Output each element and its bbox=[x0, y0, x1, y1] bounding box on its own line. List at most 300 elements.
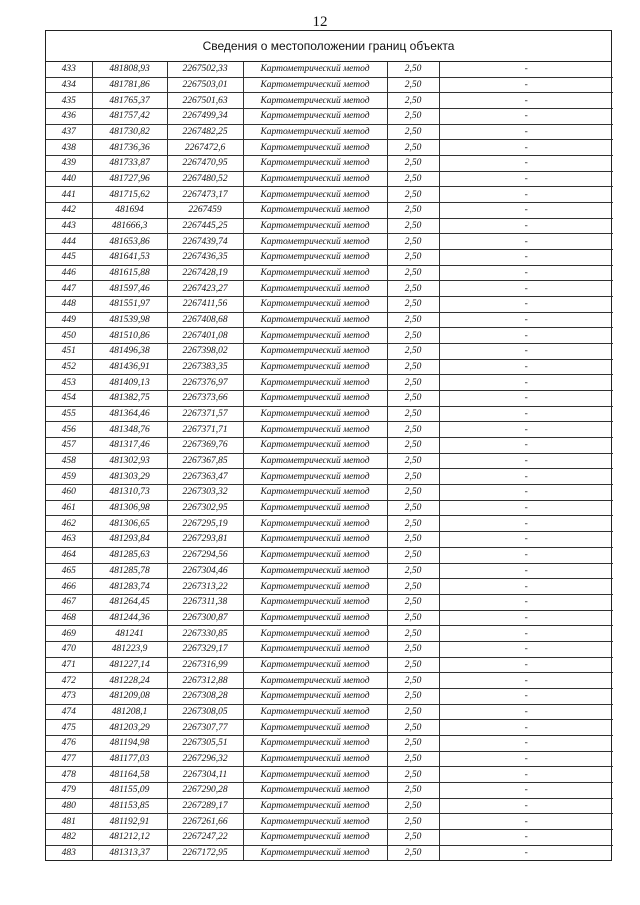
table-row bbox=[46, 814, 613, 830]
x-coordinate-cell: 481209,08 bbox=[92, 688, 167, 704]
point-number-cell: 463 bbox=[46, 532, 92, 548]
point-number-cell: 467 bbox=[46, 594, 92, 610]
y-coordinate-cell: 2267294,56 bbox=[167, 547, 243, 563]
point-number-cell: 444 bbox=[46, 234, 92, 250]
y-coordinate-cell: 2267247,22 bbox=[167, 829, 243, 845]
point-number-cell: 481 bbox=[46, 814, 92, 830]
x-coordinate-cell: 481208,1 bbox=[92, 704, 167, 720]
description-cell: - bbox=[439, 265, 613, 281]
table-row bbox=[46, 312, 613, 328]
table-row bbox=[46, 532, 613, 548]
x-coordinate-cell: 481194,98 bbox=[92, 735, 167, 751]
accuracy-cell: 2,50 bbox=[387, 704, 439, 720]
method-cell: Картометрический метод bbox=[243, 563, 387, 579]
description-cell: - bbox=[439, 250, 613, 266]
method-cell: Картометрический метод bbox=[243, 203, 387, 219]
method-cell: Картометрический метод bbox=[243, 657, 387, 673]
description-cell: - bbox=[439, 814, 613, 830]
table-row bbox=[46, 250, 613, 266]
y-coordinate-cell: 2267398,02 bbox=[167, 344, 243, 360]
accuracy-cell: 2,50 bbox=[387, 406, 439, 422]
table-row bbox=[46, 156, 613, 172]
table-row bbox=[46, 469, 613, 485]
page-number: 12 bbox=[312, 14, 328, 30]
point-number-cell: 460 bbox=[46, 485, 92, 501]
table-row bbox=[46, 109, 613, 125]
y-coordinate-cell: 2267289,17 bbox=[167, 798, 243, 814]
description-cell: - bbox=[439, 782, 613, 798]
description-cell: - bbox=[439, 547, 613, 563]
x-coordinate-cell: 481641,53 bbox=[92, 250, 167, 266]
y-coordinate-cell: 2267383,35 bbox=[167, 359, 243, 375]
point-number-cell: 439 bbox=[46, 156, 92, 172]
accuracy-cell: 2,50 bbox=[387, 500, 439, 516]
point-number-cell: 437 bbox=[46, 124, 92, 140]
y-coordinate-cell: 2267502,33 bbox=[167, 62, 243, 77]
method-cell: Картометрический метод bbox=[243, 720, 387, 736]
description-cell: - bbox=[439, 516, 613, 532]
x-coordinate-cell: 481736,36 bbox=[92, 140, 167, 156]
point-number-cell: 478 bbox=[46, 767, 92, 783]
accuracy-cell: 2,50 bbox=[387, 626, 439, 642]
accuracy-cell: 2,50 bbox=[387, 312, 439, 328]
table-row bbox=[46, 406, 613, 422]
description-cell: - bbox=[439, 281, 613, 297]
method-cell: Картометрический метод bbox=[243, 735, 387, 751]
y-coordinate-cell: 2267316,99 bbox=[167, 657, 243, 673]
y-coordinate-cell: 2267295,19 bbox=[167, 516, 243, 532]
description-cell: - bbox=[439, 344, 613, 360]
point-number-cell: 445 bbox=[46, 250, 92, 266]
point-number-cell: 470 bbox=[46, 641, 92, 657]
accuracy-cell: 2,50 bbox=[387, 187, 439, 203]
point-number-cell: 476 bbox=[46, 735, 92, 751]
description-cell: - bbox=[439, 438, 613, 454]
table-row bbox=[46, 798, 613, 814]
accuracy-cell: 2,50 bbox=[387, 265, 439, 281]
description-cell: - bbox=[439, 203, 613, 219]
y-coordinate-cell: 2267439,74 bbox=[167, 234, 243, 250]
x-coordinate-cell: 481496,38 bbox=[92, 344, 167, 360]
y-coordinate-cell: 2267401,08 bbox=[167, 328, 243, 344]
description-cell: - bbox=[439, 77, 613, 93]
table-row bbox=[46, 626, 613, 642]
table-row bbox=[46, 751, 613, 767]
description-cell: - bbox=[439, 391, 613, 407]
table-row bbox=[46, 359, 613, 375]
method-cell: Картометрический метод bbox=[243, 140, 387, 156]
description-cell: - bbox=[439, 453, 613, 469]
point-number-cell: 477 bbox=[46, 751, 92, 767]
point-number-cell: 454 bbox=[46, 391, 92, 407]
description-cell: - bbox=[439, 720, 613, 736]
x-coordinate-cell: 481653,86 bbox=[92, 234, 167, 250]
x-coordinate-cell: 481223,9 bbox=[92, 641, 167, 657]
y-coordinate-cell: 2267482,25 bbox=[167, 124, 243, 140]
table-row bbox=[46, 500, 613, 516]
x-coordinate-cell: 481244,36 bbox=[92, 610, 167, 626]
point-number-cell: 461 bbox=[46, 500, 92, 516]
accuracy-cell: 2,50 bbox=[387, 140, 439, 156]
y-coordinate-cell: 2267172,95 bbox=[167, 845, 243, 860]
description-cell: - bbox=[439, 626, 613, 642]
description-cell: - bbox=[439, 532, 613, 548]
point-number-cell: 459 bbox=[46, 469, 92, 485]
y-coordinate-cell: 2267308,05 bbox=[167, 704, 243, 720]
y-coordinate-cell: 2267313,22 bbox=[167, 579, 243, 595]
x-coordinate-cell: 481694 bbox=[92, 203, 167, 219]
method-cell: Картометрический метод bbox=[243, 579, 387, 595]
accuracy-cell: 2,50 bbox=[387, 829, 439, 845]
accuracy-cell: 2,50 bbox=[387, 391, 439, 407]
description-cell: - bbox=[439, 829, 613, 845]
y-coordinate-cell: 2267369,76 bbox=[167, 438, 243, 454]
point-number-cell: 450 bbox=[46, 328, 92, 344]
method-cell: Картометрический метод bbox=[243, 281, 387, 297]
x-coordinate-cell: 481306,65 bbox=[92, 516, 167, 532]
table-row bbox=[46, 547, 613, 563]
description-cell: - bbox=[439, 422, 613, 438]
accuracy-cell: 2,50 bbox=[387, 547, 439, 563]
y-coordinate-cell: 2267428,19 bbox=[167, 265, 243, 281]
method-cell: Картометрический метод bbox=[243, 751, 387, 767]
y-coordinate-cell: 2267302,95 bbox=[167, 500, 243, 516]
method-cell: Картометрический метод bbox=[243, 391, 387, 407]
point-number-cell: 455 bbox=[46, 406, 92, 422]
method-cell: Картометрический метод bbox=[243, 438, 387, 454]
method-cell: Картометрический метод bbox=[243, 469, 387, 485]
accuracy-cell: 2,50 bbox=[387, 93, 439, 109]
description-cell: - bbox=[439, 93, 613, 109]
accuracy-cell: 2,50 bbox=[387, 516, 439, 532]
method-cell: Картометрический метод bbox=[243, 218, 387, 234]
description-cell: - bbox=[439, 359, 613, 375]
x-coordinate-cell: 481306,98 bbox=[92, 500, 167, 516]
accuracy-cell: 2,50 bbox=[387, 77, 439, 93]
accuracy-cell: 2,50 bbox=[387, 782, 439, 798]
y-coordinate-cell: 2267373,66 bbox=[167, 391, 243, 407]
y-coordinate-cell: 2267296,32 bbox=[167, 751, 243, 767]
table-row bbox=[46, 422, 613, 438]
x-coordinate-cell: 481436,91 bbox=[92, 359, 167, 375]
method-cell: Картометрический метод bbox=[243, 688, 387, 704]
method-cell: Картометрический метод bbox=[243, 312, 387, 328]
y-coordinate-cell: 2267371,57 bbox=[167, 406, 243, 422]
x-coordinate-cell: 481227,14 bbox=[92, 657, 167, 673]
description-cell: - bbox=[439, 751, 613, 767]
x-coordinate-cell: 481727,96 bbox=[92, 171, 167, 187]
y-coordinate-cell: 2267480,52 bbox=[167, 171, 243, 187]
y-coordinate-cell: 2267408,68 bbox=[167, 312, 243, 328]
y-coordinate-cell: 2267261,66 bbox=[167, 814, 243, 830]
x-coordinate-cell: 481153,85 bbox=[92, 798, 167, 814]
method-cell: Картометрический метод bbox=[243, 704, 387, 720]
x-coordinate-cell: 481510,86 bbox=[92, 328, 167, 344]
method-cell: Картометрический метод bbox=[243, 594, 387, 610]
description-cell: - bbox=[439, 156, 613, 172]
x-coordinate-cell: 481241 bbox=[92, 626, 167, 642]
description-cell: - bbox=[439, 657, 613, 673]
accuracy-cell: 2,50 bbox=[387, 485, 439, 501]
x-coordinate-cell: 481730,82 bbox=[92, 124, 167, 140]
point-number-cell: 452 bbox=[46, 359, 92, 375]
table-row bbox=[46, 265, 613, 281]
x-coordinate-cell: 481808,93 bbox=[92, 62, 167, 77]
y-coordinate-cell: 2267503,01 bbox=[167, 77, 243, 93]
point-number-cell: 440 bbox=[46, 171, 92, 187]
method-cell: Картометрический метод bbox=[243, 265, 387, 281]
x-coordinate-cell: 481666,3 bbox=[92, 218, 167, 234]
table-row bbox=[46, 375, 613, 391]
point-number-cell: 469 bbox=[46, 626, 92, 642]
accuracy-cell: 2,50 bbox=[387, 62, 439, 77]
table-row bbox=[46, 594, 613, 610]
method-cell: Картометрический метод bbox=[243, 532, 387, 548]
point-number-cell: 474 bbox=[46, 704, 92, 720]
accuracy-cell: 2,50 bbox=[387, 579, 439, 595]
table-row bbox=[46, 124, 613, 140]
point-number-cell: 468 bbox=[46, 610, 92, 626]
accuracy-cell: 2,50 bbox=[387, 124, 439, 140]
accuracy-cell: 2,50 bbox=[387, 673, 439, 689]
y-coordinate-cell: 2267303,32 bbox=[167, 485, 243, 501]
accuracy-cell: 2,50 bbox=[387, 751, 439, 767]
description-cell: - bbox=[439, 62, 613, 77]
description-cell: - bbox=[439, 140, 613, 156]
description-cell: - bbox=[439, 798, 613, 814]
method-cell: Картометрический метод bbox=[243, 422, 387, 438]
y-coordinate-cell: 2267300,87 bbox=[167, 610, 243, 626]
y-coordinate-cell: 2267459 bbox=[167, 203, 243, 219]
x-coordinate-cell: 481293,84 bbox=[92, 532, 167, 548]
accuracy-cell: 2,50 bbox=[387, 610, 439, 626]
description-cell: - bbox=[439, 109, 613, 125]
y-coordinate-cell: 2267293,81 bbox=[167, 532, 243, 548]
x-coordinate-cell: 481733,87 bbox=[92, 156, 167, 172]
x-coordinate-cell: 481757,42 bbox=[92, 109, 167, 125]
accuracy-cell: 2,50 bbox=[387, 171, 439, 187]
y-coordinate-cell: 2267411,56 bbox=[167, 297, 243, 313]
y-coordinate-cell: 2267305,51 bbox=[167, 735, 243, 751]
description-cell: - bbox=[439, 312, 613, 328]
accuracy-cell: 2,50 bbox=[387, 469, 439, 485]
method-cell: Картометрический метод bbox=[243, 77, 387, 93]
point-number-cell: 436 bbox=[46, 109, 92, 125]
method-cell: Картометрический метод bbox=[243, 829, 387, 845]
method-cell: Картометрический метод bbox=[243, 782, 387, 798]
y-coordinate-cell: 2267367,85 bbox=[167, 453, 243, 469]
table-row bbox=[46, 657, 613, 673]
x-coordinate-cell: 481539,98 bbox=[92, 312, 167, 328]
accuracy-cell: 2,50 bbox=[387, 234, 439, 250]
table-row bbox=[46, 218, 613, 234]
accuracy-cell: 2,50 bbox=[387, 109, 439, 125]
table-row bbox=[46, 391, 613, 407]
method-cell: Картометрический метод bbox=[243, 547, 387, 563]
y-coordinate-cell: 2267371,71 bbox=[167, 422, 243, 438]
y-coordinate-cell: 2267501,63 bbox=[167, 93, 243, 109]
point-number-cell: 447 bbox=[46, 281, 92, 297]
accuracy-cell: 2,50 bbox=[387, 657, 439, 673]
point-number-cell: 479 bbox=[46, 782, 92, 798]
accuracy-cell: 2,50 bbox=[387, 203, 439, 219]
description-cell: - bbox=[439, 845, 613, 860]
x-coordinate-cell: 481192,91 bbox=[92, 814, 167, 830]
description-cell: - bbox=[439, 500, 613, 516]
method-cell: Картометрический метод bbox=[243, 814, 387, 830]
x-coordinate-cell: 481285,63 bbox=[92, 547, 167, 563]
y-coordinate-cell: 2267470,95 bbox=[167, 156, 243, 172]
y-coordinate-cell: 2267473,17 bbox=[167, 187, 243, 203]
table-row bbox=[46, 579, 613, 595]
point-number-cell: 456 bbox=[46, 422, 92, 438]
accuracy-cell: 2,50 bbox=[387, 344, 439, 360]
point-number-cell: 466 bbox=[46, 579, 92, 595]
y-coordinate-cell: 2267436,35 bbox=[167, 250, 243, 266]
table-row bbox=[46, 516, 613, 532]
x-coordinate-cell: 481228,24 bbox=[92, 673, 167, 689]
method-cell: Картометрический метод bbox=[243, 250, 387, 266]
method-cell: Картометрический метод bbox=[243, 626, 387, 642]
y-coordinate-cell: 2267330,85 bbox=[167, 626, 243, 642]
x-coordinate-cell: 481313,37 bbox=[92, 845, 167, 860]
x-coordinate-cell: 481382,75 bbox=[92, 391, 167, 407]
method-cell: Картометрический метод bbox=[243, 610, 387, 626]
x-coordinate-cell: 481715,62 bbox=[92, 187, 167, 203]
point-number-cell: 449 bbox=[46, 312, 92, 328]
description-cell: - bbox=[439, 171, 613, 187]
accuracy-cell: 2,50 bbox=[387, 453, 439, 469]
table-row bbox=[46, 610, 613, 626]
method-cell: Картометрический метод bbox=[243, 767, 387, 783]
x-coordinate-cell: 481348,76 bbox=[92, 422, 167, 438]
y-coordinate-cell: 2267290,28 bbox=[167, 782, 243, 798]
method-cell: Картометрический метод bbox=[243, 845, 387, 860]
method-cell: Картометрический метод bbox=[243, 359, 387, 375]
point-number-cell: 473 bbox=[46, 688, 92, 704]
accuracy-cell: 2,50 bbox=[387, 814, 439, 830]
description-cell: - bbox=[439, 641, 613, 657]
point-number-cell: 441 bbox=[46, 187, 92, 203]
table-row bbox=[46, 297, 613, 313]
point-number-cell: 435 bbox=[46, 93, 92, 109]
point-number-cell: 482 bbox=[46, 829, 92, 845]
x-coordinate-cell: 481203,29 bbox=[92, 720, 167, 736]
table-row bbox=[46, 673, 613, 689]
description-cell: - bbox=[439, 610, 613, 626]
method-cell: Картометрический метод bbox=[243, 516, 387, 532]
point-number-cell: 442 bbox=[46, 203, 92, 219]
table-row bbox=[46, 203, 613, 219]
table-row bbox=[46, 77, 613, 93]
accuracy-cell: 2,50 bbox=[387, 720, 439, 736]
accuracy-cell: 2,50 bbox=[387, 359, 439, 375]
description-cell: - bbox=[439, 234, 613, 250]
accuracy-cell: 2,50 bbox=[387, 250, 439, 266]
method-cell: Картометрический метод bbox=[243, 93, 387, 109]
x-coordinate-cell: 481264,45 bbox=[92, 594, 167, 610]
y-coordinate-cell: 2267472,6 bbox=[167, 140, 243, 156]
description-cell: - bbox=[439, 297, 613, 313]
point-number-cell: 434 bbox=[46, 77, 92, 93]
point-number-cell: 472 bbox=[46, 673, 92, 689]
table-row bbox=[46, 485, 613, 501]
method-cell: Картометрический метод bbox=[243, 375, 387, 391]
table-row bbox=[46, 62, 613, 77]
method-cell: Картометрический метод bbox=[243, 328, 387, 344]
y-coordinate-cell: 2267376,97 bbox=[167, 375, 243, 391]
y-coordinate-cell: 2267499,34 bbox=[167, 109, 243, 125]
point-number-cell: 453 bbox=[46, 375, 92, 391]
point-number-cell: 471 bbox=[46, 657, 92, 673]
description-cell: - bbox=[439, 688, 613, 704]
table-row bbox=[46, 641, 613, 657]
method-cell: Картометрический метод bbox=[243, 156, 387, 172]
table-row bbox=[46, 438, 613, 454]
method-cell: Картометрический метод bbox=[243, 124, 387, 140]
table-row bbox=[46, 829, 613, 845]
description-cell: - bbox=[439, 594, 613, 610]
table-row bbox=[46, 234, 613, 250]
method-cell: Картометрический метод bbox=[243, 485, 387, 501]
point-number-cell: 480 bbox=[46, 798, 92, 814]
table-row bbox=[46, 453, 613, 469]
accuracy-cell: 2,50 bbox=[387, 532, 439, 548]
method-cell: Картометрический метод bbox=[243, 187, 387, 203]
table-row bbox=[46, 563, 613, 579]
accuracy-cell: 2,50 bbox=[387, 328, 439, 344]
description-cell: - bbox=[439, 375, 613, 391]
description-cell: - bbox=[439, 485, 613, 501]
x-coordinate-cell: 481283,74 bbox=[92, 579, 167, 595]
accuracy-cell: 2,50 bbox=[387, 422, 439, 438]
x-coordinate-cell: 481212,12 bbox=[92, 829, 167, 845]
description-cell: - bbox=[439, 469, 613, 485]
y-coordinate-cell: 2267445,25 bbox=[167, 218, 243, 234]
table-row bbox=[46, 720, 613, 736]
y-coordinate-cell: 2267311,38 bbox=[167, 594, 243, 610]
method-cell: Картометрический метод bbox=[243, 234, 387, 250]
x-coordinate-cell: 481781,86 bbox=[92, 77, 167, 93]
accuracy-cell: 2,50 bbox=[387, 594, 439, 610]
accuracy-cell: 2,50 bbox=[387, 688, 439, 704]
x-coordinate-cell: 481177,03 bbox=[92, 751, 167, 767]
point-number-cell: 464 bbox=[46, 547, 92, 563]
point-number-cell: 451 bbox=[46, 344, 92, 360]
table-row bbox=[46, 688, 613, 704]
accuracy-cell: 2,50 bbox=[387, 281, 439, 297]
y-coordinate-cell: 2267308,28 bbox=[167, 688, 243, 704]
x-coordinate-cell: 481597,46 bbox=[92, 281, 167, 297]
accuracy-cell: 2,50 bbox=[387, 563, 439, 579]
method-cell: Картометрический метод bbox=[243, 109, 387, 125]
x-coordinate-cell: 481164,58 bbox=[92, 767, 167, 783]
accuracy-cell: 2,50 bbox=[387, 845, 439, 860]
point-number-cell: 446 bbox=[46, 265, 92, 281]
accuracy-cell: 2,50 bbox=[387, 297, 439, 313]
description-cell: - bbox=[439, 704, 613, 720]
x-coordinate-cell: 481551,97 bbox=[92, 297, 167, 313]
coordinates-sheet bbox=[45, 30, 612, 861]
accuracy-cell: 2,50 bbox=[387, 218, 439, 234]
x-coordinate-cell: 481310,73 bbox=[92, 485, 167, 501]
table-row bbox=[46, 93, 613, 109]
x-coordinate-cell: 481285,78 bbox=[92, 563, 167, 579]
method-cell: Картометрический метод bbox=[243, 453, 387, 469]
y-coordinate-cell: 2267304,11 bbox=[167, 767, 243, 783]
method-cell: Картометрический метод bbox=[243, 344, 387, 360]
description-cell: - bbox=[439, 735, 613, 751]
